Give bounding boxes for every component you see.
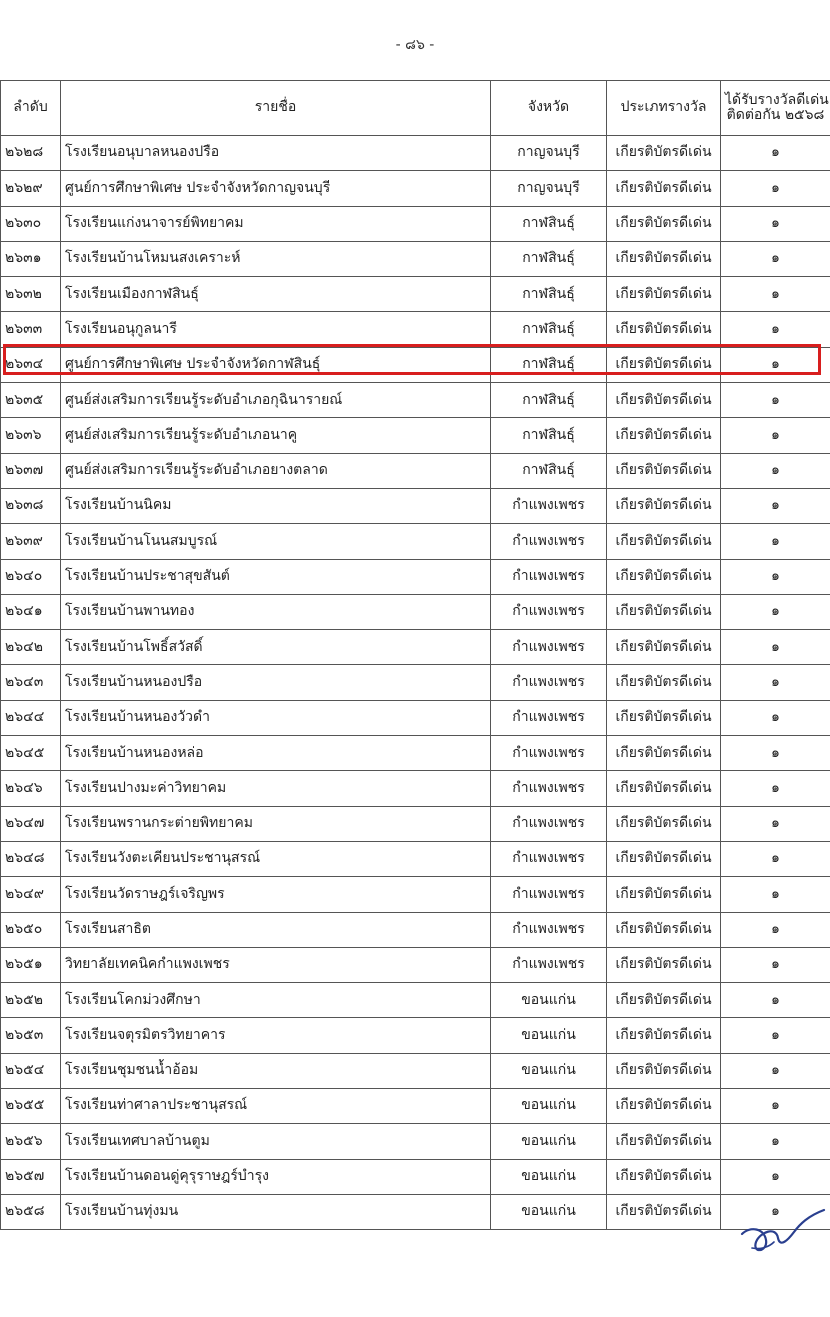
cell-order: ๒๖๒๘ <box>1 136 61 171</box>
cell-count: ๑ <box>721 1124 830 1159</box>
table-row <box>1 841 830 876</box>
cell-award-type: เกียรติบัตรดีเด่น <box>607 736 721 771</box>
cell-province: กาญจนบุรี <box>491 171 607 206</box>
cell-count: ๑ <box>721 594 830 629</box>
header-name: รายชื่อ <box>61 81 491 136</box>
table-row <box>1 912 830 947</box>
table-row <box>1 877 830 912</box>
cell-name: โรงเรียนบ้านโนนสมบูรณ์ <box>61 524 491 559</box>
cell-award-type: เกียรติบัตรดีเด่น <box>607 559 721 594</box>
cell-province: กาฬสินธุ์ <box>491 277 607 312</box>
table-row <box>1 1018 830 1053</box>
cell-award-type: เกียรติบัตรดีเด่น <box>607 630 721 665</box>
cell-order: ๒๖๓๒ <box>1 277 61 312</box>
cell-order: ๒๖๕๔ <box>1 1053 61 1088</box>
cell-count: ๑ <box>721 806 830 841</box>
cell-count: ๑ <box>721 171 830 206</box>
cell-award-type: เกียรติบัตรดีเด่น <box>607 841 721 876</box>
table-row <box>1 136 830 171</box>
cell-award-type: เกียรติบัตรดีเด่น <box>607 347 721 382</box>
table-row <box>1 736 830 771</box>
cell-count: ๑ <box>721 206 830 241</box>
cell-name: ศูนย์การศึกษาพิเศษ ประจำจังหวัดกาญจนบุรี <box>61 171 491 206</box>
cell-province: กำแพงเพชร <box>491 877 607 912</box>
cell-count: ๑ <box>721 1159 830 1194</box>
table-row <box>1 418 830 453</box>
cell-name: โรงเรียนแก่งนาจารย์พิทยาคม <box>61 206 491 241</box>
cell-award-type: เกียรติบัตรดีเด่น <box>607 665 721 700</box>
cell-order: ๒๖๓๐ <box>1 206 61 241</box>
cell-count: ๑ <box>721 630 830 665</box>
cell-name: ศูนย์ส่งเสริมการเรียนรู้ระดับอำเภอกุฉินารายณ์ <box>61 383 491 418</box>
cell-count: ๑ <box>721 1089 830 1124</box>
awards-table <box>0 80 830 1230</box>
cell-order: ๒๖๓๓ <box>1 312 61 347</box>
table-row <box>1 983 830 1018</box>
table-row <box>1 524 830 559</box>
cell-province: กาฬสินธุ์ <box>491 347 607 382</box>
cell-province: ขอนแก่น <box>491 983 607 1018</box>
cell-order: ๒๖๔๗ <box>1 806 61 841</box>
table-row <box>1 1124 830 1159</box>
table-row <box>1 277 830 312</box>
table-row <box>1 630 830 665</box>
cell-count: ๑ <box>721 983 830 1018</box>
cell-name: โรงเรียนวังตะเคียนประชานุสรณ์ <box>61 841 491 876</box>
cell-province: กำแพงเพชร <box>491 736 607 771</box>
cell-award-type: เกียรติบัตรดีเด่น <box>607 418 721 453</box>
cell-province: กำแพงเพชร <box>491 771 607 806</box>
cell-order: ๒๖๓๙ <box>1 524 61 559</box>
cell-award-type: เกียรติบัตรดีเด่น <box>607 806 721 841</box>
cell-award-type: เกียรติบัตรดีเด่น <box>607 312 721 347</box>
cell-count: ๑ <box>721 1018 830 1053</box>
table-row <box>1 206 830 241</box>
cell-count: ๑ <box>721 453 830 488</box>
cell-name: โรงเรียนโคกม่วงศึกษา <box>61 983 491 1018</box>
table-row <box>1 453 830 488</box>
cell-order: ๒๖๔๘ <box>1 841 61 876</box>
cell-count: ๑ <box>721 136 830 171</box>
cell-award-type: เกียรติบัตรดีเด่น <box>607 771 721 806</box>
cell-name: โรงเรียนบ้านทุ่งมน <box>61 1194 491 1229</box>
header-consecutive-line2: ติดต่อกัน ๒๕๖๘ <box>726 107 825 123</box>
cell-order: ๒๖๒๙ <box>1 171 61 206</box>
page-number: - ๘๖ - <box>395 37 435 53</box>
cell-name: โรงเรียนท่าศาลาประชานุสรณ์ <box>61 1089 491 1124</box>
cell-name: โรงเรียนเมืองกาฬสินธุ์ <box>61 277 491 312</box>
cell-count: ๑ <box>721 241 830 276</box>
cell-name: โรงเรียนบ้านโพธิ์สวัสดิ์ <box>61 630 491 665</box>
cell-province: กำแพงเพชร <box>491 594 607 629</box>
cell-province: กำแพงเพชร <box>491 700 607 735</box>
cell-award-type: เกียรติบัตรดีเด่น <box>607 488 721 523</box>
cell-province: กำแพงเพชร <box>491 559 607 594</box>
table-row <box>1 947 830 982</box>
cell-count: ๑ <box>721 524 830 559</box>
cell-award-type: เกียรติบัตรดีเด่น <box>607 1053 721 1088</box>
cell-order: ๒๖๕๐ <box>1 912 61 947</box>
cell-order: ๒๖๕๖ <box>1 1124 61 1159</box>
cell-count: ๑ <box>721 347 830 382</box>
cell-award-type: เกียรติบัตรดีเด่น <box>607 241 721 276</box>
header-consecutive-line1: ได้รับรางวัลดีเด่น <box>725 91 829 108</box>
header-order: ลำดับ <box>1 81 61 136</box>
cell-award-type: เกียรติบัตรดีเด่น <box>607 1194 721 1229</box>
cell-order: ๒๖๕๗ <box>1 1159 61 1194</box>
cell-award-type: เกียรติบัตรดีเด่น <box>607 1124 721 1159</box>
cell-province: กำแพงเพชร <box>491 841 607 876</box>
cell-award-type: เกียรติบัตรดีเด่น <box>607 700 721 735</box>
table-row <box>1 559 830 594</box>
table-row <box>1 771 830 806</box>
cell-province: ขอนแก่น <box>491 1089 607 1124</box>
cell-award-type: เกียรติบัตรดีเด่น <box>607 1018 721 1053</box>
table-row <box>1 312 830 347</box>
header-award-type: ประเภทรางวัล <box>607 81 721 136</box>
cell-name: โรงเรียนวัดราษฎร์เจริญพร <box>61 877 491 912</box>
cell-name: โรงเรียนพรานกระต่ายพิทยาคม <box>61 806 491 841</box>
cell-order: ๒๖๓๑ <box>1 241 61 276</box>
table-row <box>1 171 830 206</box>
cell-name: ศูนย์ส่งเสริมการเรียนรู้ระดับอำเภอนาคู <box>61 418 491 453</box>
cell-province: กำแพงเพชร <box>491 630 607 665</box>
cell-name: โรงเรียนบ้านหนองปรือ <box>61 665 491 700</box>
table-row <box>1 488 830 523</box>
signature-icon <box>738 1196 828 1266</box>
cell-order: ๒๖๔๙ <box>1 877 61 912</box>
table-row <box>1 1194 830 1229</box>
cell-province: กำแพงเพชร <box>491 806 607 841</box>
cell-award-type: เกียรติบัตรดีเด่น <box>607 877 721 912</box>
cell-award-type: เกียรติบัตรดีเด่น <box>607 171 721 206</box>
cell-count: ๑ <box>721 418 830 453</box>
table-row <box>1 383 830 418</box>
cell-name: ศูนย์ส่งเสริมการเรียนรู้ระดับอำเภอยางตลาด <box>61 453 491 488</box>
cell-name: โรงเรียนเทศบาลบ้านตูม <box>61 1124 491 1159</box>
cell-order: ๒๖๔๔ <box>1 700 61 735</box>
cell-award-type: เกียรติบัตรดีเด่น <box>607 1159 721 1194</box>
cell-province: ขอนแก่น <box>491 1159 607 1194</box>
cell-province: กาฬสินธุ์ <box>491 383 607 418</box>
cell-count: ๑ <box>721 312 830 347</box>
cell-order: ๒๖๕๕ <box>1 1089 61 1124</box>
cell-province: กาฬสินธุ์ <box>491 312 607 347</box>
cell-province: กำแพงเพชร <box>491 665 607 700</box>
table-row <box>1 347 830 382</box>
cell-province: กาฬสินธุ์ <box>491 453 607 488</box>
cell-name: ศูนย์การศึกษาพิเศษ ประจำจังหวัดกาฬสินธุ์ <box>61 347 491 382</box>
cell-count: ๑ <box>721 912 830 947</box>
cell-award-type: เกียรติบัตรดีเด่น <box>607 983 721 1018</box>
cell-count: ๑ <box>721 665 830 700</box>
table-row <box>1 806 830 841</box>
cell-province: กำแพงเพชร <box>491 912 607 947</box>
cell-name: โรงเรียนสาธิต <box>61 912 491 947</box>
cell-name: โรงเรียนบ้านนิคม <box>61 488 491 523</box>
cell-order: ๒๖๔๓ <box>1 665 61 700</box>
cell-province: กาฬสินธุ์ <box>491 418 607 453</box>
cell-count: ๑ <box>721 947 830 982</box>
cell-name: โรงเรียนจตุรมิตรวิทยาคาร <box>61 1018 491 1053</box>
table-row <box>1 241 830 276</box>
cell-province: กำแพงเพชร <box>491 947 607 982</box>
cell-province: ขอนแก่น <box>491 1053 607 1088</box>
cell-province: ขอนแก่น <box>491 1018 607 1053</box>
cell-count: ๑ <box>721 383 830 418</box>
cell-award-type: เกียรติบัตรดีเด่น <box>607 136 721 171</box>
cell-order: ๒๖๓๘ <box>1 488 61 523</box>
cell-count: ๑ <box>721 1194 830 1229</box>
cell-province: กำแพงเพชร <box>491 488 607 523</box>
cell-name: โรงเรียนบ้านโหมนสงเคราะห์ <box>61 241 491 276</box>
header-province: จังหวัด <box>491 81 607 136</box>
table-row <box>1 1053 830 1088</box>
cell-province: กำแพงเพชร <box>491 524 607 559</box>
table-row <box>1 1159 830 1194</box>
table-header-row <box>1 81 830 136</box>
cell-name: โรงเรียนบ้านหนองวัวดำ <box>61 700 491 735</box>
cell-name: โรงเรียนอนุกูลนารี <box>61 312 491 347</box>
cell-award-type: เกียรติบัตรดีเด่น <box>607 206 721 241</box>
cell-order: ๒๖๓๔ <box>1 347 61 382</box>
cell-award-type: เกียรติบัตรดีเด่น <box>607 594 721 629</box>
cell-name: โรงเรียนบ้านหนองหล่อ <box>61 736 491 771</box>
cell-order: ๒๖๓๖ <box>1 418 61 453</box>
cell-count: ๑ <box>721 559 830 594</box>
cell-name: โรงเรียนชุมชนน้ำอ้อม <box>61 1053 491 1088</box>
cell-province: ขอนแก่น <box>491 1124 607 1159</box>
cell-province: ขอนแก่น <box>491 1194 607 1229</box>
cell-count: ๑ <box>721 771 830 806</box>
cell-name: วิทยาลัยเทคนิคกำแพงเพชร <box>61 947 491 982</box>
cell-province: กาฬสินธุ์ <box>491 241 607 276</box>
cell-count: ๑ <box>721 877 830 912</box>
cell-count: ๑ <box>721 841 830 876</box>
cell-award-type: เกียรติบัตรดีเด่น <box>607 453 721 488</box>
cell-order: ๒๖๕๘ <box>1 1194 61 1229</box>
cell-order: ๒๖๕๑ <box>1 947 61 982</box>
cell-name: โรงเรียนบ้านพานทอง <box>61 594 491 629</box>
cell-count: ๑ <box>721 1053 830 1088</box>
cell-award-type: เกียรติบัตรดีเด่น <box>607 277 721 312</box>
cell-award-type: เกียรติบัตรดีเด่น <box>607 524 721 559</box>
cell-award-type: เกียรติบัตรดีเด่น <box>607 1089 721 1124</box>
cell-award-type: เกียรติบัตรดีเด่น <box>607 947 721 982</box>
table-row <box>1 1089 830 1124</box>
header-consecutive <box>721 81 830 136</box>
cell-award-type: เกียรติบัตรดีเด่น <box>607 912 721 947</box>
cell-order: ๒๖๔๕ <box>1 736 61 771</box>
cell-award-type: เกียรติบัตรดีเด่น <box>607 383 721 418</box>
cell-name: โรงเรียนบ้านดอนดู่คุรุราษฎร์บำรุง <box>61 1159 491 1194</box>
cell-name: โรงเรียนบ้านประชาสุขสันต์ <box>61 559 491 594</box>
table-row <box>1 665 830 700</box>
cell-count: ๑ <box>721 277 830 312</box>
cell-name: โรงเรียนอนุบาลหนองปรือ <box>61 136 491 171</box>
cell-province: กาญจนบุรี <box>491 136 607 171</box>
cell-count: ๑ <box>721 700 830 735</box>
cell-order: ๒๖๔๒ <box>1 630 61 665</box>
cell-order: ๒๖๕๓ <box>1 1018 61 1053</box>
cell-count: ๑ <box>721 488 830 523</box>
cell-count: ๑ <box>721 736 830 771</box>
cell-order: ๒๖๕๒ <box>1 983 61 1018</box>
cell-order: ๒๖๓๗ <box>1 453 61 488</box>
table-row <box>1 594 830 629</box>
cell-province: กาฬสินธุ์ <box>491 206 607 241</box>
cell-order: ๒๖๔๐ <box>1 559 61 594</box>
cell-name: โรงเรียนปางมะค่าวิทยาคม <box>61 771 491 806</box>
table-row <box>1 700 830 735</box>
cell-order: ๒๖๓๕ <box>1 383 61 418</box>
cell-order: ๒๖๔๑ <box>1 594 61 629</box>
cell-order: ๒๖๔๖ <box>1 771 61 806</box>
